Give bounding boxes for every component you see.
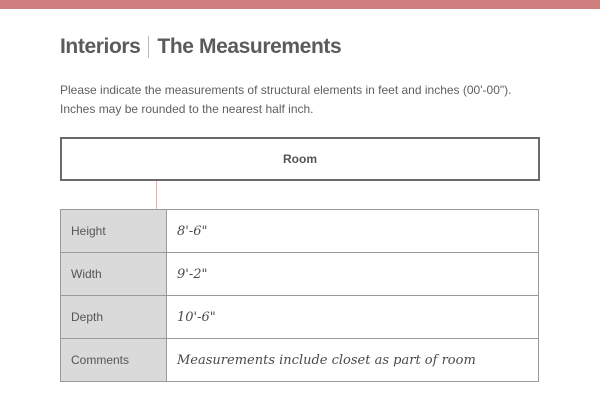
depth-value[interactable]: 10'-6": [167, 296, 539, 339]
measurements-table: [60, 209, 539, 382]
accent-top-bar: [0, 0, 600, 9]
room-label: Room: [283, 152, 317, 166]
height-value[interactable]: 8'-6": [167, 210, 539, 253]
comments-label: Comments: [61, 339, 167, 382]
table-row: [61, 253, 539, 296]
title-divider: [148, 36, 149, 58]
section-name: Interiors: [60, 35, 141, 58]
instructions-text: Please indicate the measurements of structural elements in feet and inches (00'-00"). Inches may be rounded to the nearest half inch.: [60, 83, 512, 116]
comments-value[interactable]: Measurements include closet as part of room: [167, 339, 539, 382]
page-heading: The Measurements: [157, 35, 342, 58]
depth-label: Depth: [61, 296, 167, 339]
width-label: Width: [61, 253, 167, 296]
table-row: [61, 339, 539, 382]
room-header: [60, 137, 540, 181]
page-title: [60, 33, 341, 61]
table-row: [61, 210, 539, 253]
connector-line: [156, 181, 157, 210]
height-label: Height: [61, 210, 167, 253]
table-row: [61, 296, 539, 339]
width-value[interactable]: 9'-2": [167, 253, 539, 296]
